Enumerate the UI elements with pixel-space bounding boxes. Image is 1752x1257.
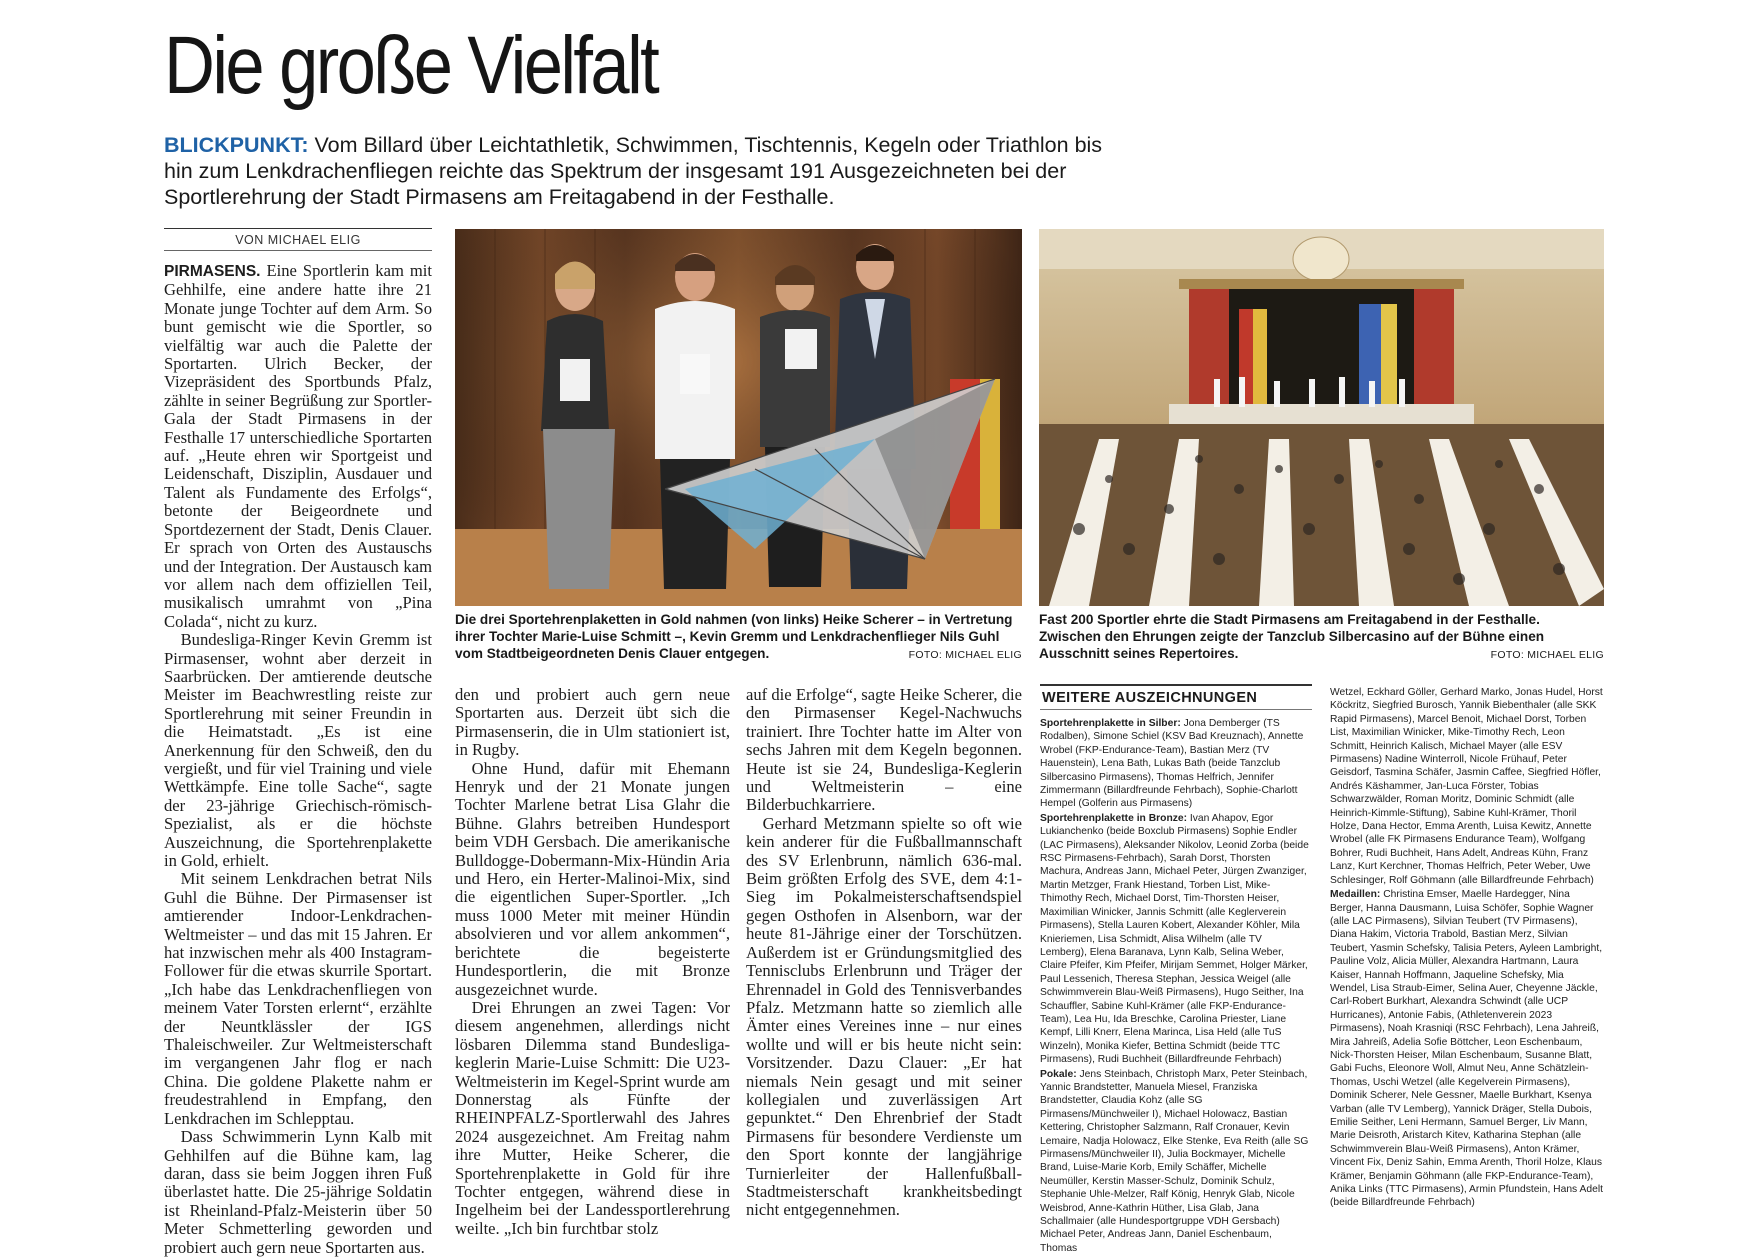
paragraph: auf die Erfolge“, sagte Heike Scherer, die den Pirmasenser Kegel-Nachwuchs trainiert. Ihre Tochter hatte im Alter von sechs Jahren mit dem Kegeln begonnen. Heute ist sie 24, Bundesliga-Keglerin und Weltmeisterin – eine Bilderbuchkarriere.	[746, 685, 1022, 815]
headline: Die große Vielfalt	[164, 20, 658, 111]
article-column-1	[164, 261, 432, 1257]
awards-column-2	[1330, 686, 1604, 1232]
awards-label: Pokale:	[1040, 1068, 1077, 1080]
awards-label: Medaillen:	[1330, 889, 1381, 901]
paragraph-text: Eine Sportlerin kam mit Gehhilfe, eine andere hatte ihre 21 Monate junge Tochter auf dem Arm. So bunt gemischt wie die Sportler, so vielfältig war auch die Palette der Sportarten. Ulrich Becker, der Vizepräsident des Sportbunds Pfalz, zählte in seiner Begrüßung zur Sportler-Gala der Stadt Pirmasens in der Festhalle 17 unterschiedliche Sportarten auf. „Heute ehren wir Sportgeist und Leidenschaft, Disziplin, Ausdauer und Talent als Fundamente des Erfolgs“, betonte der Beigeordnete und Sportdezernent der Stadt, Denis Clauer. Er sprach von Orten des Austauschs und der Integration. Der Austausch kam vor allem nach dem offiziellen Teil, musikalisch umrahmt von „Pina Colada“, nicht zu kurz.	[164, 261, 432, 631]
article-column-3	[746, 686, 1022, 1232]
byline: VON MICHAEL ELIG	[164, 228, 432, 251]
left-photo-caption	[455, 611, 1022, 664]
awards-heading: WEITERE AUSZEICHNUNGEN	[1040, 684, 1312, 710]
awards-bronze	[1040, 812, 1310, 1067]
award-winners-photo	[455, 229, 1022, 606]
awards-text: Christina Emser, Maelle Hardegger, Nina Berger, Hanna Dausmann, Luisa Schöfer, Sophie Wagner (alle LAC Pirmasens), Silvian Teubert (TV Pirmasens), Diana Hakim, Victoria Trabold, Bastian Merz, Silvian Teubert, Yasmin Schefsky, Talisia Peters, Ayleen Lambright, Pauline Volz, Alicia Müller, Alexandra Hartmann, Laura Kaiser, Hannah Hoffmann, Jaqueline Schefsky, Mia Wendel, Lisa Straub-Eimer, Selina Auer, Cheyenne Jäckle, Carl-Robert Burkhart, Alexandra Schwindt (alle UCP Hurricanes), Antonie Fabis, (Athletenverein 2023 Pirmasens), Noah Krasniqi (RSC Fehrbach), Lena Jahreiß, Mira Jahreiß, Adelia Sofie Böttcher, Leon Eschenbaum, Nick-Thorsten Heiser, Milan Eschenbaum, Susanne Blatt, Gabi Fuchs, Eleonore Woll, Almut Neu, Anne Schätzlein-Thomas, Uschi Wetzel (alle Kegelverein Pirmasens), Dominik Scherer, Nele Gessner, Maelle Burkhart, Ksenya Varban (alle TV Lemberg), Yannick Dräger, Stella Dubois, Emilie Seither, Leni Hermann, Samuel Berger, Liv Mann, Marie Deisroth, Aristarch Kitev, Katharina Stephan (alle Schwimmverein Blau-Weiß Pirmasens), Anton Krämer, Vincent Fix, Deniz Sahin, Emma Arenth, Thoril Holze, Klaus Krämer, Benjamin Göhmann (alle FKP-Endurance-Team), Anika Links (TTC Pirmasens), Armin Pfundstein, Hans Adelt (beide Billardfreunde Fehrbach)	[1330, 889, 1603, 1209]
kicker: BLICKPUNKT:	[164, 133, 309, 157]
award-winners-photo-image	[455, 229, 1022, 606]
awards-label: Sportehrenplakette in Bronze:	[1040, 812, 1188, 824]
paragraph: Ohne Hund, dafür mit Ehemann Henryk und der 21 Monate jungen Tochter Marlene betrat Lisa Glahr die Bühne. Glahrs betreiben Hundesport beim VDH Gersbach. Die amerikanische Bulldogge-Dobermann-Mix-Hündin Aria und Hero, ein Herter-Malinoi-Mix, sind die eigentlichen Super-Sportler. „Ich muss 1000 Meter mit meiner Hündin absolvieren und vor allem ankommen“, berichtete die begeisterte Hundesportlerin, die mit Bronze ausgezeichnet wurde.	[455, 758, 730, 999]
awards-column-1	[1040, 717, 1310, 1254]
paragraph: Drei Ehrungen an zwei Tagen: Vor diesem angenehmen, allerdings nicht lösbaren Dilemma stand Bundesliga-keglerin Marie-Luise Schmitt: Die U23-Weltmeisterin im Kegel-Sprint wurde am Donnerstag als Fünfte der RHEINPFALZ-Sportlerwahl des Jahres 2024 ausgezeichnet. Am Freitag nahm ihre Mutter, Heike Scherer, die Sportehrenplakette in Gold für ihre Tochter entgegen, während diese in Ingelheim bei der Landessportlerehrung weilte. „Ich bin furchtbar stolz	[455, 997, 730, 1238]
caption-text: Fast 200 Sportler ehrte die Stadt Pirmasens am Freitagabend in der Festhalle. Zwischen den Ehrungen zeigte der Tanzclub Silbercasino auf der Bühne einen Ausschnitt seines Repertoires.	[1039, 612, 1545, 661]
paragraph: Gerhard Metzmann spielte so oft wie kein anderer für die Fußballmannschaft des SV Erlenbrunn, nämlich 636-mal. Beim größten Erfolg des SVE, dem 4:1-Sieg im Pokalmeisterschaftsendspiel gegen Osthofen in Alsenborn, war der heute 81-Jährige einer der Torschützen. Außerdem ist er Gründungsmitglied des Tennisclubs Erlenbrunn und Träger der Ehrennadel in Gold des Tennisverbandes Pfalz. Metzmann hatte so ziemlich alle Ämter eines Vereines inne – nur eines wollte und will er bis heute nicht sein: Vorsitzender. Dazu Clauer: „Er hat niemals Nein gesagt und mit seiner kollegialen und zuverlässigen Art gepunktet.“ Den Ehrenbrief der Stadt Pirmasens für besondere Verdienste um den Sport konnte der langjährige Turnierleiter der Hallenfußball-Stadtmeisterschaft krankheitsbedingt nicht entgegennehmen.	[746, 813, 1022, 1220]
article-column-2	[455, 685, 730, 1238]
awards-pokale	[1040, 1068, 1310, 1256]
awards-medals	[1330, 888, 1604, 1210]
paragraph	[164, 262, 432, 631]
photo-credit: FOTO: MICHAEL ELIG	[908, 649, 1022, 661]
lead-text: Vom Billard über Leichtathletik, Schwimmen, Tischtennis, Kegeln oder Triathlon bis hin zum Lenkdrachenfliegen reichte das Spektrum der insgesamt 191 Ausgezeichneten bei der Sportlerehrung der Stadt Pirmasens am Freitagabend in der Festhalle.	[164, 133, 1103, 209]
awards-silver	[1040, 717, 1310, 811]
paragraph: Mit seinem Lenkdrachen betrat Nils Guhl die Bühne. Der Pirmasenser ist amtierender Indoor-Lenkdrachen-Weltmeister – und das mit 15 Jahren. Er hat inzwischen mehr als 400 Instagram-Follower für die etwas skurrile Sportart. „Ich habe das Lenkdrachenfliegen von meinem Vater Torsten erlernt“, erzählte der Neuntklässler der IGS Thaleischweiler. Zur Weltmeisterschaft im vergangenen Jahr flog er nach China. Die goldene Plakette nahm er freudestrahlend in Empfang, den Lenkdrachen im Schlepptau.	[164, 869, 432, 1128]
caption-text: Die drei Sportehrenplaketten in Gold nahmen (von links) Heike Scherer – in Vertretung ihrer Tochter Marie-Luise Schmitt –, Kevin Gremm und Lenkdrachenflieger Nils Guhl vom Stadtbeigeordneten Denis Clauer entgegen.	[455, 612, 1013, 661]
paragraph: Dass Schwimmerin Lynn Kalb mit Gehhilfen auf die Bühne kam, lag daran, dass sie beim Joggen ihren Fuß überlastet hatte. Die 25-jährige Soldatin ist Rheinland-Pfalz-Meisterin über 50 Meter Schmetterling geworden und probiert auch gern neue Sportarten aus.	[164, 1127, 432, 1257]
awards-text: Jona Demberger (TS Rodalben), Simone Schiel (KSV Bad Kreuznach), Annette Wrobel (FKP-Endurance-Team), Bastian Merz (TV Hauenstein), Lena Bath, Lukas Bath (beide Tanzclub Silbercasino Pirmasens), Thomas Helfrich, Jennifer Zimmermann (Billardfreunde Fehrbach), Sophie-Charlott Hempel (Golferin aus Pirmasens)	[1040, 718, 1304, 810]
paragraph: Bundesliga-Ringer Kevin Gremm ist Pirmasenser, wohnt aber derzeit in Saarbrücken. Der amtierende deutsche Meister im Beachwrestling reiste zur Sportlerehrung mit seiner Freundin in die Heimatstadt. „Es ist eine Anerkennung für den Schweiß, den du vergießt, und für viel Training und viele Wettkämpfe. Eine tolle Sache“, sagte der 23-jährige Griechisch-römisch-Spezialist, als er die höchste Auszeichnung, die Sportehrenplakette in Gold, erhielt.	[164, 630, 432, 870]
awards-label: Sportehrenplakette in Silber:	[1040, 718, 1181, 729]
lead-paragraph	[164, 132, 1124, 210]
festhalle-photo-image	[1039, 229, 1604, 606]
paragraph: den und probiert auch gern neue Sportarten aus. Derzeit übt sich die Pirmasenserin, die in Ulm stationiert ist, in Rugby.	[455, 685, 730, 760]
awards-text: Ivan Ahapov, Egor Lukianchenko (beide Boxclub Pirmasens) Sophie Endler (LAC Pirmasens), Aleksander Nikolov, Leonid Zorba (beide RSC Pirmasens-Fehrbach), Sarah Dorst, Thorsten Machura, Andreas Jann, Michael Peter, Jürgen Zwanziger, Martin Metzger, Frank Hiestand, Torben List, Mike-Thimothy Rech, Michael Dorst, Tim-Thorsten Heiser, Maximilian Winicker, Jannis Schmitt (alle Keglerverein Pirmasens), Stella Lauren Kobert, Alexander Köhler, Mila Knieriemen, Lisa Schmidt, Alisa Wilhelm (alle TV Lemberg), Elena Baranava, Lynn Kalb, Selina Weber, Claire Pfeifer, Kim Pfeifer, Mirijam Semmet, Holger Märker, Paul Lessenich, Theresa Stephan, Jessica Weigel (alle Schwimmverein Blau-Weiß Pirmasens), Hugo Seither, Ina Schauffler, Sabine Kuhl-Krämer (alle FKP-Endurance-Team), Lea Hu, Ida Breschke, Carolina Priester, Liane Kempf, Lilli Knerr, Elena Marinca, Lisa Held (alle TuS Winzeln), Monika Kiefer, Bettina Schmidt (beide TTC Pirmasens), Rudi Buchheit (Billardfreunde Fehrbach)	[1040, 812, 1309, 1066]
festhalle-photo	[1039, 229, 1604, 606]
awards-continued: Wetzel, Eckhard Göller, Gerhard Marko, Jonas Hudel, Horst Köckritz, Siegfried Burosch, Yannik Biebenthaler (alle SKK Rapid Pirmasens), Marcel Benoit, Michael Dorst, Torben List, Maximilian Winicker, Mike-Timothy Rech, Leon Schmitt, Heinrich Kalisch, Michael Mayer (alle ESV Pirmasens) Nadine Winterroll, Nicole Frühauf, Peter Geisdorf, Tasmina Schäfer, Jasmin Caffee, Siegfried Höfler, Andrés Käshammer, Jan-Luca Förster, Tobias Schwarzwälder, Roman Moritz, Dominic Schmidt (alle Heinrich-Kimmle-Stiftung), Sabine Kuhl-Krämer, Thoril Holze, Dana Hector, Emma Arenth, Luisa Kewitz, Annette Wrobel (alle FK Pirmasens Endurance Team), Wolfgang Bohrer, Rudi Buchheit, Hans Adelt, Andreas Kühn, Franz Lanz, Kurt Kerchner, Thomas Helfrich, Peter Weber, Uwe Schlesinger, Rolf Göhmann (alle Billardfreunde Fehrbach)	[1330, 687, 1603, 886]
right-photo-caption	[1039, 611, 1604, 664]
awards-text: Jens Steinbach, Christoph Marx, Peter Steinbach, Yannic Brandstetter, Manuela Miesel, Franziska Brandstetter, Claudia Kohz (alle SG Pirmasens/Münchweiler I), Michael Holowacz, Bastian Kettering, Christopher Salzmann, Ralf Cronauer, Kevin Lemaire, Nadja Holowacz, Elke Stenke, Eva Reith (alle SG Pirmasens/Münchweiler II), Julia Bockmayer, Michelle Brand, Luise-Marie Korb, Emily Schäffer, Michelle Neumüller, Kerstin Masser-Schulz, Dominik Schulz, Stephanie Uhle-Melzer, Ralf König, Henryk Glab, Nicole Weisbrod, Anne-Kathrin Hüther, Lisa Glab, Jana Schallmaier (alle Hundesportgruppe VDH Gersbach) Michael Peter, Andreas Jann, Daniel Eschenbaum, Thomas	[1040, 1068, 1309, 1254]
photo-credit: FOTO: MICHAEL ELIG	[1490, 649, 1604, 661]
dateline: PIRMASENS.	[164, 263, 261, 280]
